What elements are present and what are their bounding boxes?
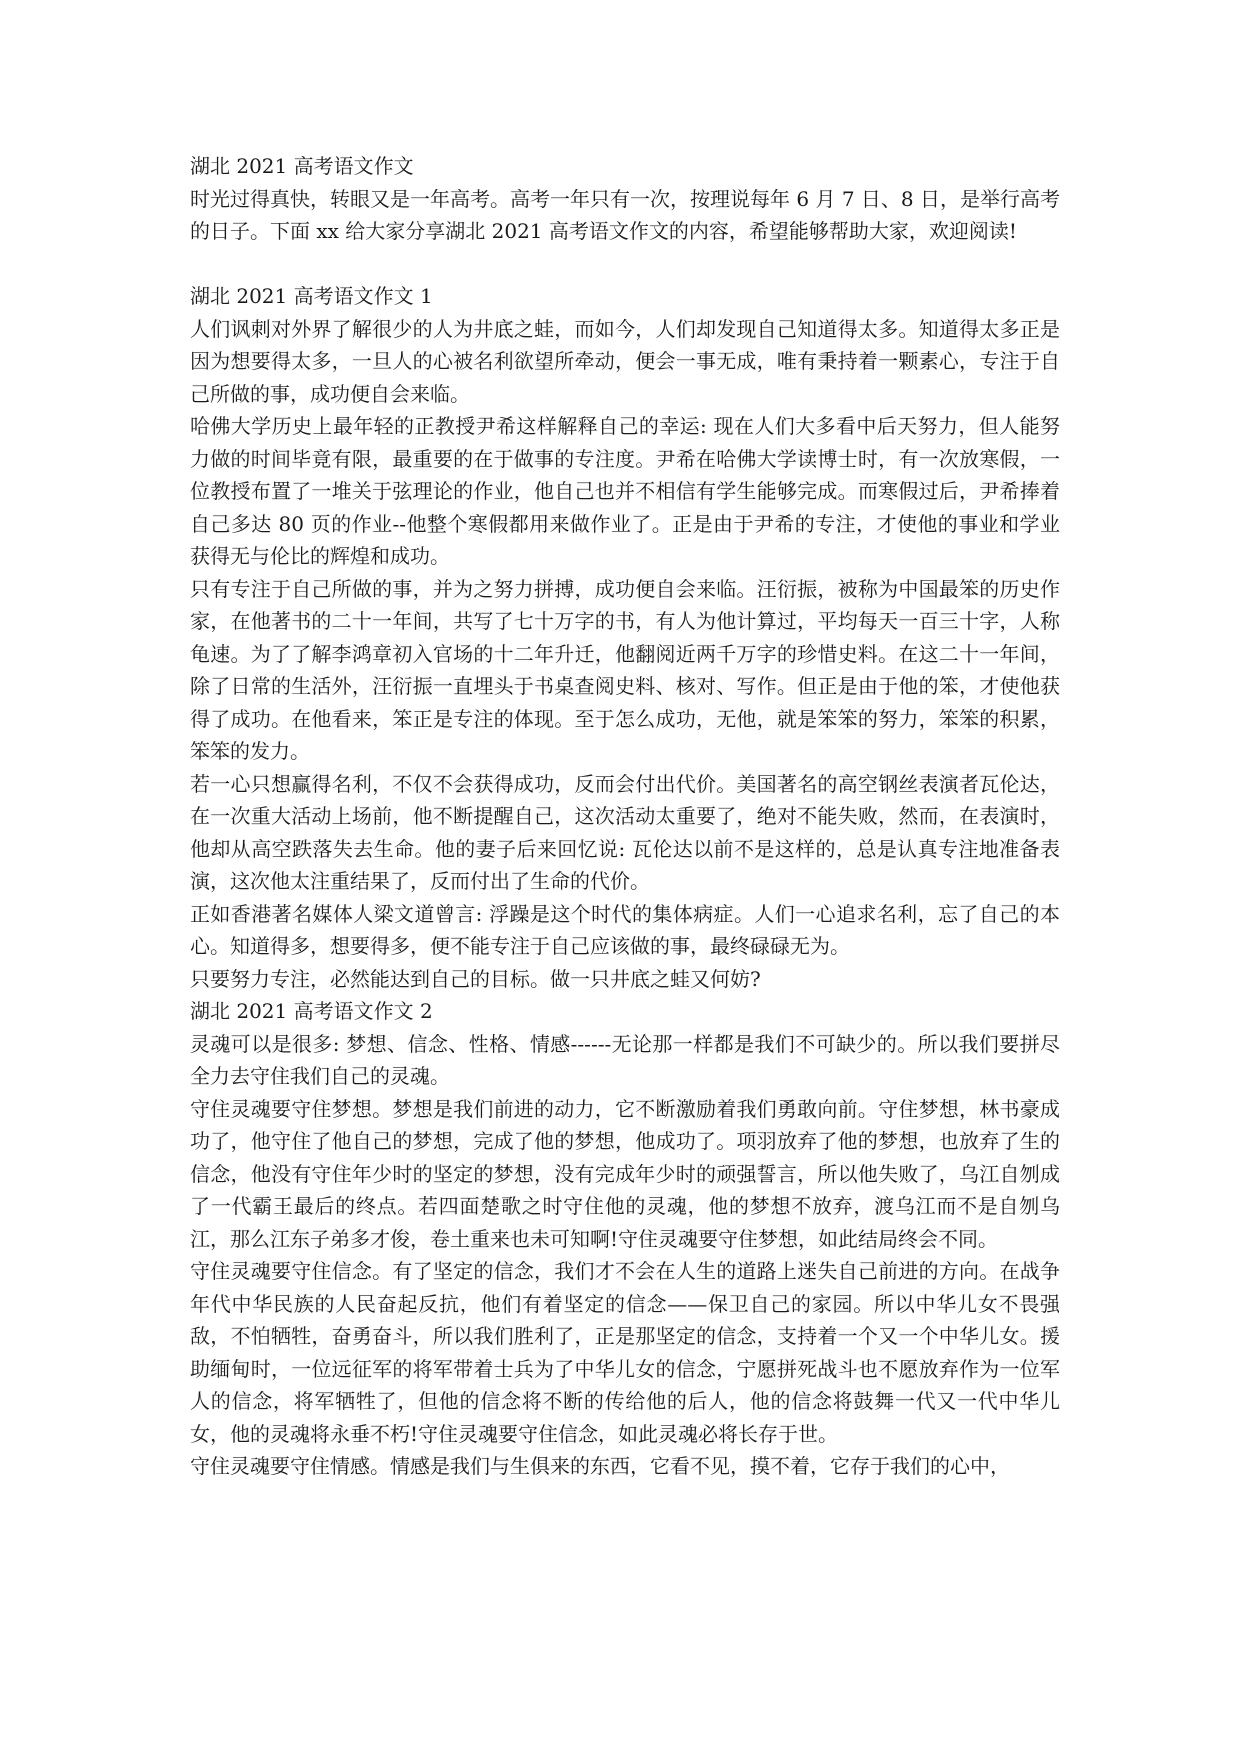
intro-paragraph: 时光过得真快，转眼又是一年高考。高考一年只有一次，按理说每年 6 月 7 日、8 日，是举行高考的日子。下面 xx 给大家分享湖北 2021 高考语文作文的内容，希望能够帮助大家，欢迎阅读! xyxy=(190,186,1060,243)
essay-1-paragraph: 只要努力专注，必然能达到自己的目标。做一只井底之蛙又何妨? xyxy=(190,966,761,991)
essay-1-heading: 湖北 2021 高考语文作文 1 xyxy=(190,284,433,308)
blank-line xyxy=(190,248,1060,281)
essay-2-paragraph: 灵魂可以是很多: 梦想、信念、性格、情感------无论那一样都是我们不可缺少的。所以我们要拼尽全力去守住我们自己的灵魂。 xyxy=(190,1031,1060,1088)
essay-2-paragraph: 守住灵魂要守住梦想。梦想是我们前进的动力，它不断激励着我们勇敢向前。守住梦想，林书豪成功了，他守住了他自己的梦想，完成了他的梦想，他成功了。项羽放弃了他的梦想，也放弃了生的信念，他没有守住年少时的坚定的梦想，没有完成年少时的顽强誓言，所以他失败了，乌江自刎成了一代霸王最后的终点。若四面楚歌之时守住他的灵魂，他的梦想不放弃，渡乌江而不是自刎乌江，那么江东子弟多才俊，卷土重来也未可知啊!守住灵魂要守住梦想，如此结局终会不同。 xyxy=(190,1096,1060,1251)
document-body xyxy=(190,150,1060,1483)
essay-2-heading: 湖北 2021 高考语文作文 2 xyxy=(190,999,433,1023)
essay-1-paragraph: 只有专注于自己所做的事，并为之努力拼搏，成功便自会来临。汪衍振，被称为中国最笨的历史作家，在他著书的二十一年间，共写了七十万字的书，有人为他计算过，平均每天一百三十字，人称龟速。为了了解李鸿章初入官场的十二年升迁，他翻阅近两千万字的珍惜史料。在这二十一年间，除了日常的生活外，汪衍振一直埋头于书桌查阅史料、核对、写作。但正是由于他的笨，才使他获得了成功。在他看来，笨正是专注的体现。至于怎么成功，无他，就是笨笨的努力，笨笨的积累，笨笨的发力。 xyxy=(190,576,1060,763)
essay-1-paragraph: 人们讽刺对外界了解很少的人为井底之蛙，而如今，人们却发现自己知道得太多。知道得太多正是因为想要得太多，一旦人的心被名利欲望所牵动，便会一事无成，唯有秉持着一颗素心，专注于自己所做的事，成功便自会来临。 xyxy=(190,316,1060,406)
essay-1-paragraph: 哈佛大学历史上最年轻的正教授尹希这样解释自己的幸运: 现在人们大多看中后天努力，但人能努力做的时间毕竟有限，最重要的在于做事的专注度。尹希在哈佛大学读博士时，有一次放寒假，一位教授布置了一堆关于弦理论的作业，他自己也并不相信有学生能够完成。而寒假过后，尹希捧着自己多达 80 页的作业--他整个寒假都用来做作业了。正是由于尹希的专注，才使他的事业和学业获得无与伦比的辉煌和成功。 xyxy=(190,414,1060,568)
essay-1-paragraph: 若一心只想赢得名利，不仅不会获得成功，反而会付出代价。美国著名的高空钢丝表演者瓦伦达，在一次重大活动上场前，他不断提醒自己，这次活动太重要了，绝对不能失败，然而，在表演时，他却从高空跌落失去生命。他的妻子后来回忆说: 瓦伦达以前不是这样的，总是认真专注地准备表演，这次他太注重结果了，反而付出了生命的代价。 xyxy=(190,771,1060,893)
essay-2-paragraph: 守住灵魂要守住信念。有了坚定的信念，我们才不会在人生的道路上迷失自己前进的方向。在战争年代中华民族的人民奋起反抗，他们有着坚定的信念——保卫自己的家园。所以中华儿女不畏强敌，不怕牺牲，奋勇奋斗，所以我们胜利了，正是那坚定的信念，支持着一个又一个中华儿女。援助缅甸时，一位远征军的将军带着士兵为了中华儿女的信念，宁愿拼死战斗也不愿放弃作为一位军人的信念，将军牺牲了，但他的信念将不断的传给他的后人，他的信念将鼓舞一代又一代中华儿女，他的灵魂将永垂不朽!守住灵魂要守住信念，如此灵魂必将长存于世。 xyxy=(190,1259,1060,1446)
document-title: 湖北 2021 高考语文作文 xyxy=(190,154,414,178)
essay-1-paragraph: 正如香港著名媒体人梁文道曾言: 浮躁是这个时代的集体病症。人们一心追求名利，忘了自己的本心。知道得多，想要得多，便不能专注于自己应该做的事，最终碌碌无为。 xyxy=(190,901,1060,958)
essay-2-paragraph: 守住灵魂要守住情感。情感是我们与生俱来的东西，它看不见，摸不着，它存于我们的心中， xyxy=(190,1454,1010,1478)
